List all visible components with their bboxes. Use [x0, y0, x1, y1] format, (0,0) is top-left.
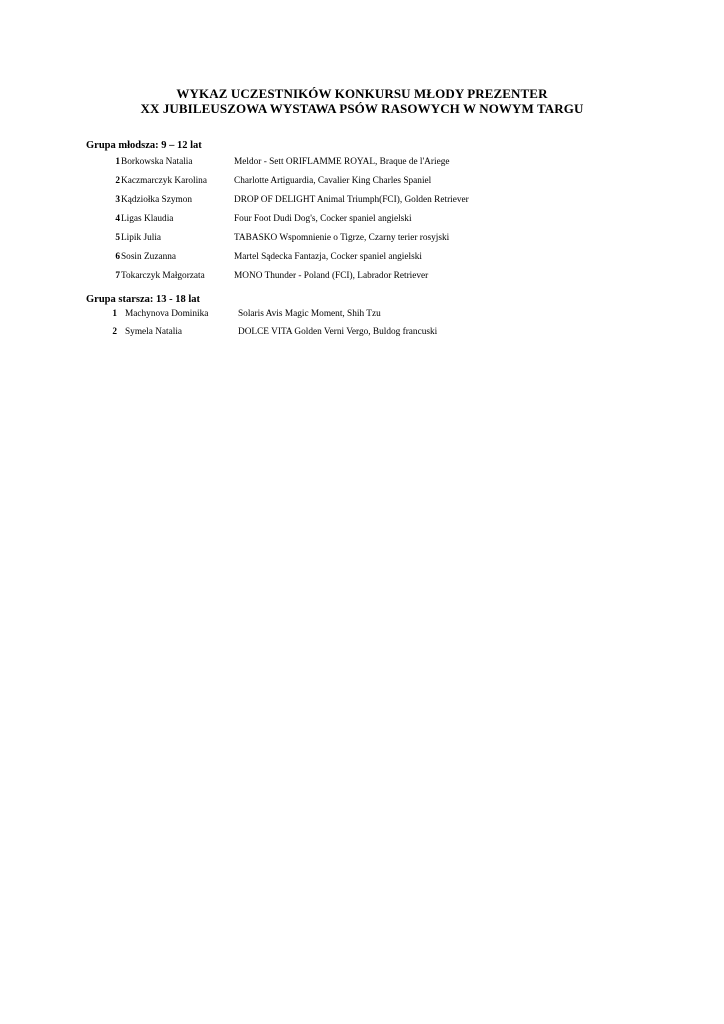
participant-number: 2: [112, 327, 117, 337]
participant-name: Lipik Julia: [121, 233, 162, 243]
participant-name: Kądziołka Szymon: [121, 195, 193, 205]
participant-row: [0, 212, 724, 226]
participant-dog: Four Foot Dudi Dog's, Cocker spaniel angielski: [234, 214, 412, 224]
participant-number: 5: [115, 233, 120, 243]
participant-dog: Charlotte Artiguardia, Cavalier King Charles Spaniel: [234, 176, 432, 186]
participant-number: 6: [115, 252, 120, 262]
participant-row: [0, 231, 724, 245]
participant-row: [0, 174, 724, 188]
participant-dog: Martel Sądecka Fantazja, Cocker spaniel angielski: [234, 252, 422, 262]
participant-dog: MONO Thunder - Poland (FCI), Labrador Retriever: [234, 271, 429, 281]
participant-name: Borkowska Natalia: [121, 157, 193, 167]
participant-row: [0, 193, 724, 207]
document-title-line-1: WYKAZ UCZESTNIKÓW KONKURSU MŁODY PREZENTER: [176, 86, 548, 101]
participant-name: Tokarczyk Małgorzata: [121, 271, 205, 281]
group-heading-older: Grupa starsza: 13 - 18 lat: [86, 294, 201, 305]
participant-name: Symela Natalia: [125, 327, 183, 337]
group-heading-younger: Grupa młodsza: 9 – 12 lat: [86, 140, 202, 151]
participant-name: Machynova Dominika: [125, 309, 209, 319]
participant-dog: Meldor - Sett ORIFLAMME ROYAL, Braque de l'Ariege: [234, 157, 450, 167]
participant-dog: Solaris Avis Magic Moment, Shih Tzu: [238, 309, 381, 319]
participant-row: [0, 269, 724, 283]
document-title-line-2: XX JUBILEUSZOWA WYSTAWA PSÓW RASOWYCH W NOWYM TARGU: [140, 101, 584, 116]
participant-dog: DROP OF DELIGHT Animal Triumph(FCI), Golden Retriever: [234, 195, 469, 205]
participant-dog: TABASKO Wspomnienie o Tigrze, Czarny terier rosyjski: [234, 233, 450, 243]
participant-name: Sosin Zuzanna: [121, 252, 176, 262]
participant-name: Ligas Klaudia: [121, 214, 174, 224]
participant-number: 7: [115, 271, 120, 281]
participant-row: [0, 325, 724, 339]
participant-number: 1: [115, 157, 120, 167]
participant-number: 1: [112, 309, 117, 319]
participant-row: [0, 250, 724, 264]
participant-row: [0, 155, 724, 169]
participant-number: 2: [115, 176, 120, 186]
participant-dog: DOLCE VITA Golden Verni Vergo, Buldog francuski: [238, 327, 438, 337]
participant-number: 4: [115, 214, 120, 224]
participant-name: Kaczmarczyk Karolina: [121, 176, 207, 186]
participant-row: [0, 307, 724, 321]
participant-number: 3: [115, 195, 120, 205]
